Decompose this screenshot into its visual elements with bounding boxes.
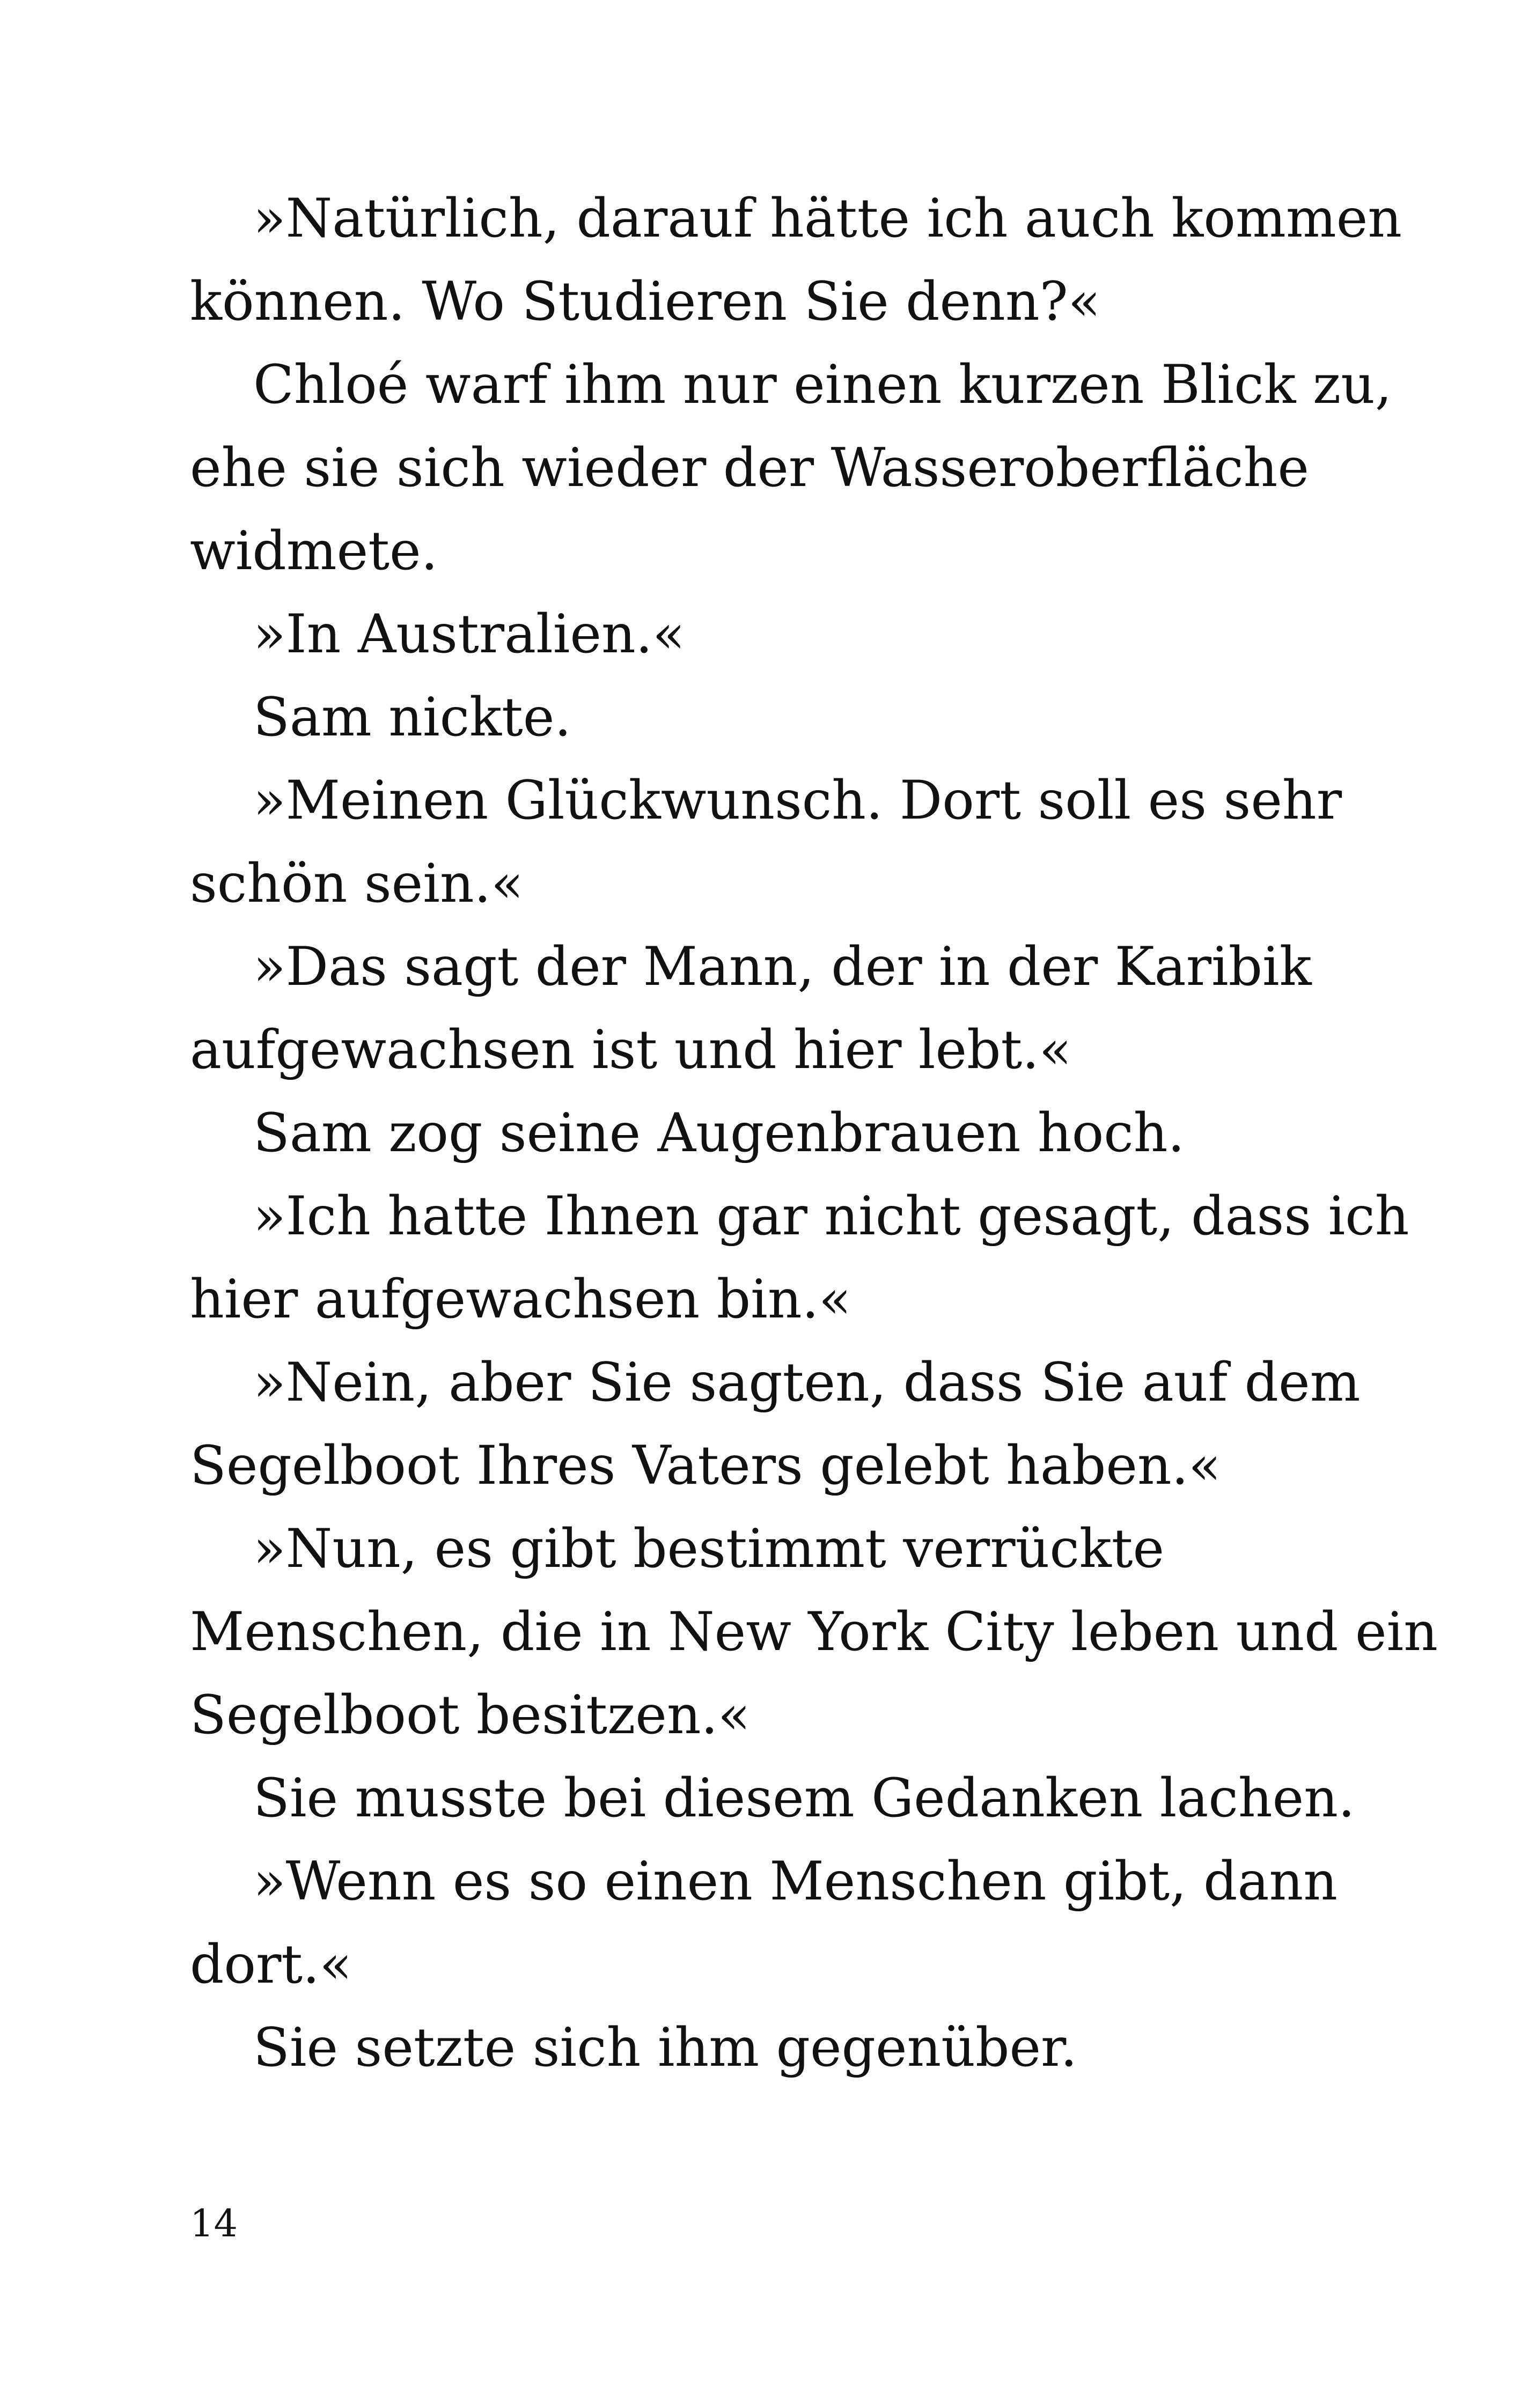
text-line: »Wenn es so einen Menschen gibt, dann: [253, 1851, 1338, 1912]
text-line: Menschen, die in New York City leben und ein: [190, 1601, 1438, 1663]
paragraph: [190, 1092, 1333, 1175]
paragraph: [190, 593, 1333, 676]
paragraph: [190, 1840, 1338, 2006]
body-text: [190, 177, 1438, 2089]
paragraph: [190, 1507, 1438, 1757]
paragraph: [190, 1757, 1355, 1840]
text-line: dort.«: [190, 1934, 352, 1995]
text-line: Segelboot Ihres Vaters gelebt haben.«: [190, 1435, 1221, 1497]
text-line: können. Wo Studieren Sie denn?«: [190, 271, 1101, 333]
text-line: »Meinen Glückwunsch. Dort soll es sehr: [253, 770, 1342, 831]
paragraph: [190, 759, 1342, 925]
text-line: »Nein, aber Sie sagten, dass Sie auf dem: [253, 1352, 1361, 1413]
text-line: aufgewachsen ist und hier lebt.«: [190, 1019, 1072, 1081]
paragraph: [190, 676, 1333, 759]
paragraph: [190, 177, 1402, 343]
paragraph: [190, 343, 1392, 593]
text-line: Sam zog seine Augenbrauen hoch.: [253, 1102, 1185, 1164]
paragraph: [190, 1175, 1409, 1341]
page-number: 14: [190, 2201, 238, 2245]
text-line: Sie setzte sich ihm gegenüber.: [253, 2017, 1077, 2079]
text-line: »Ich hatte Ihnen gar nicht gesagt, dass ich: [253, 1185, 1409, 1247]
text-line: »Das sagt der Mann, der in der Karibik: [253, 936, 1312, 998]
text-line: schön sein.«: [190, 853, 524, 915]
text-line: ehe sie sich wieder der Wasseroberfläche: [190, 437, 1310, 499]
text-line: Segelboot besitzen.«: [190, 1684, 751, 1746]
text-line: widmete.: [190, 520, 438, 582]
text-line: Sie musste bei diesem Gedanken lachen.: [253, 1768, 1355, 1829]
paragraph: [190, 2006, 1333, 2089]
paragraph: [190, 1341, 1361, 1507]
text-line: Sam nickte.: [253, 687, 571, 748]
text-line: »In Australien.«: [253, 603, 685, 665]
text-line: »Nun, es gibt bestimmt verrückte: [253, 1518, 1165, 1580]
text-line: »Natürlich, darauf hätte ich auch kommen: [253, 188, 1402, 249]
text-line: Chloé warf ihm nur einen kurzen Blick zu,: [253, 354, 1392, 416]
paragraph: [190, 925, 1333, 1092]
text-line: hier aufgewachsen bin.«: [190, 1269, 851, 1330]
